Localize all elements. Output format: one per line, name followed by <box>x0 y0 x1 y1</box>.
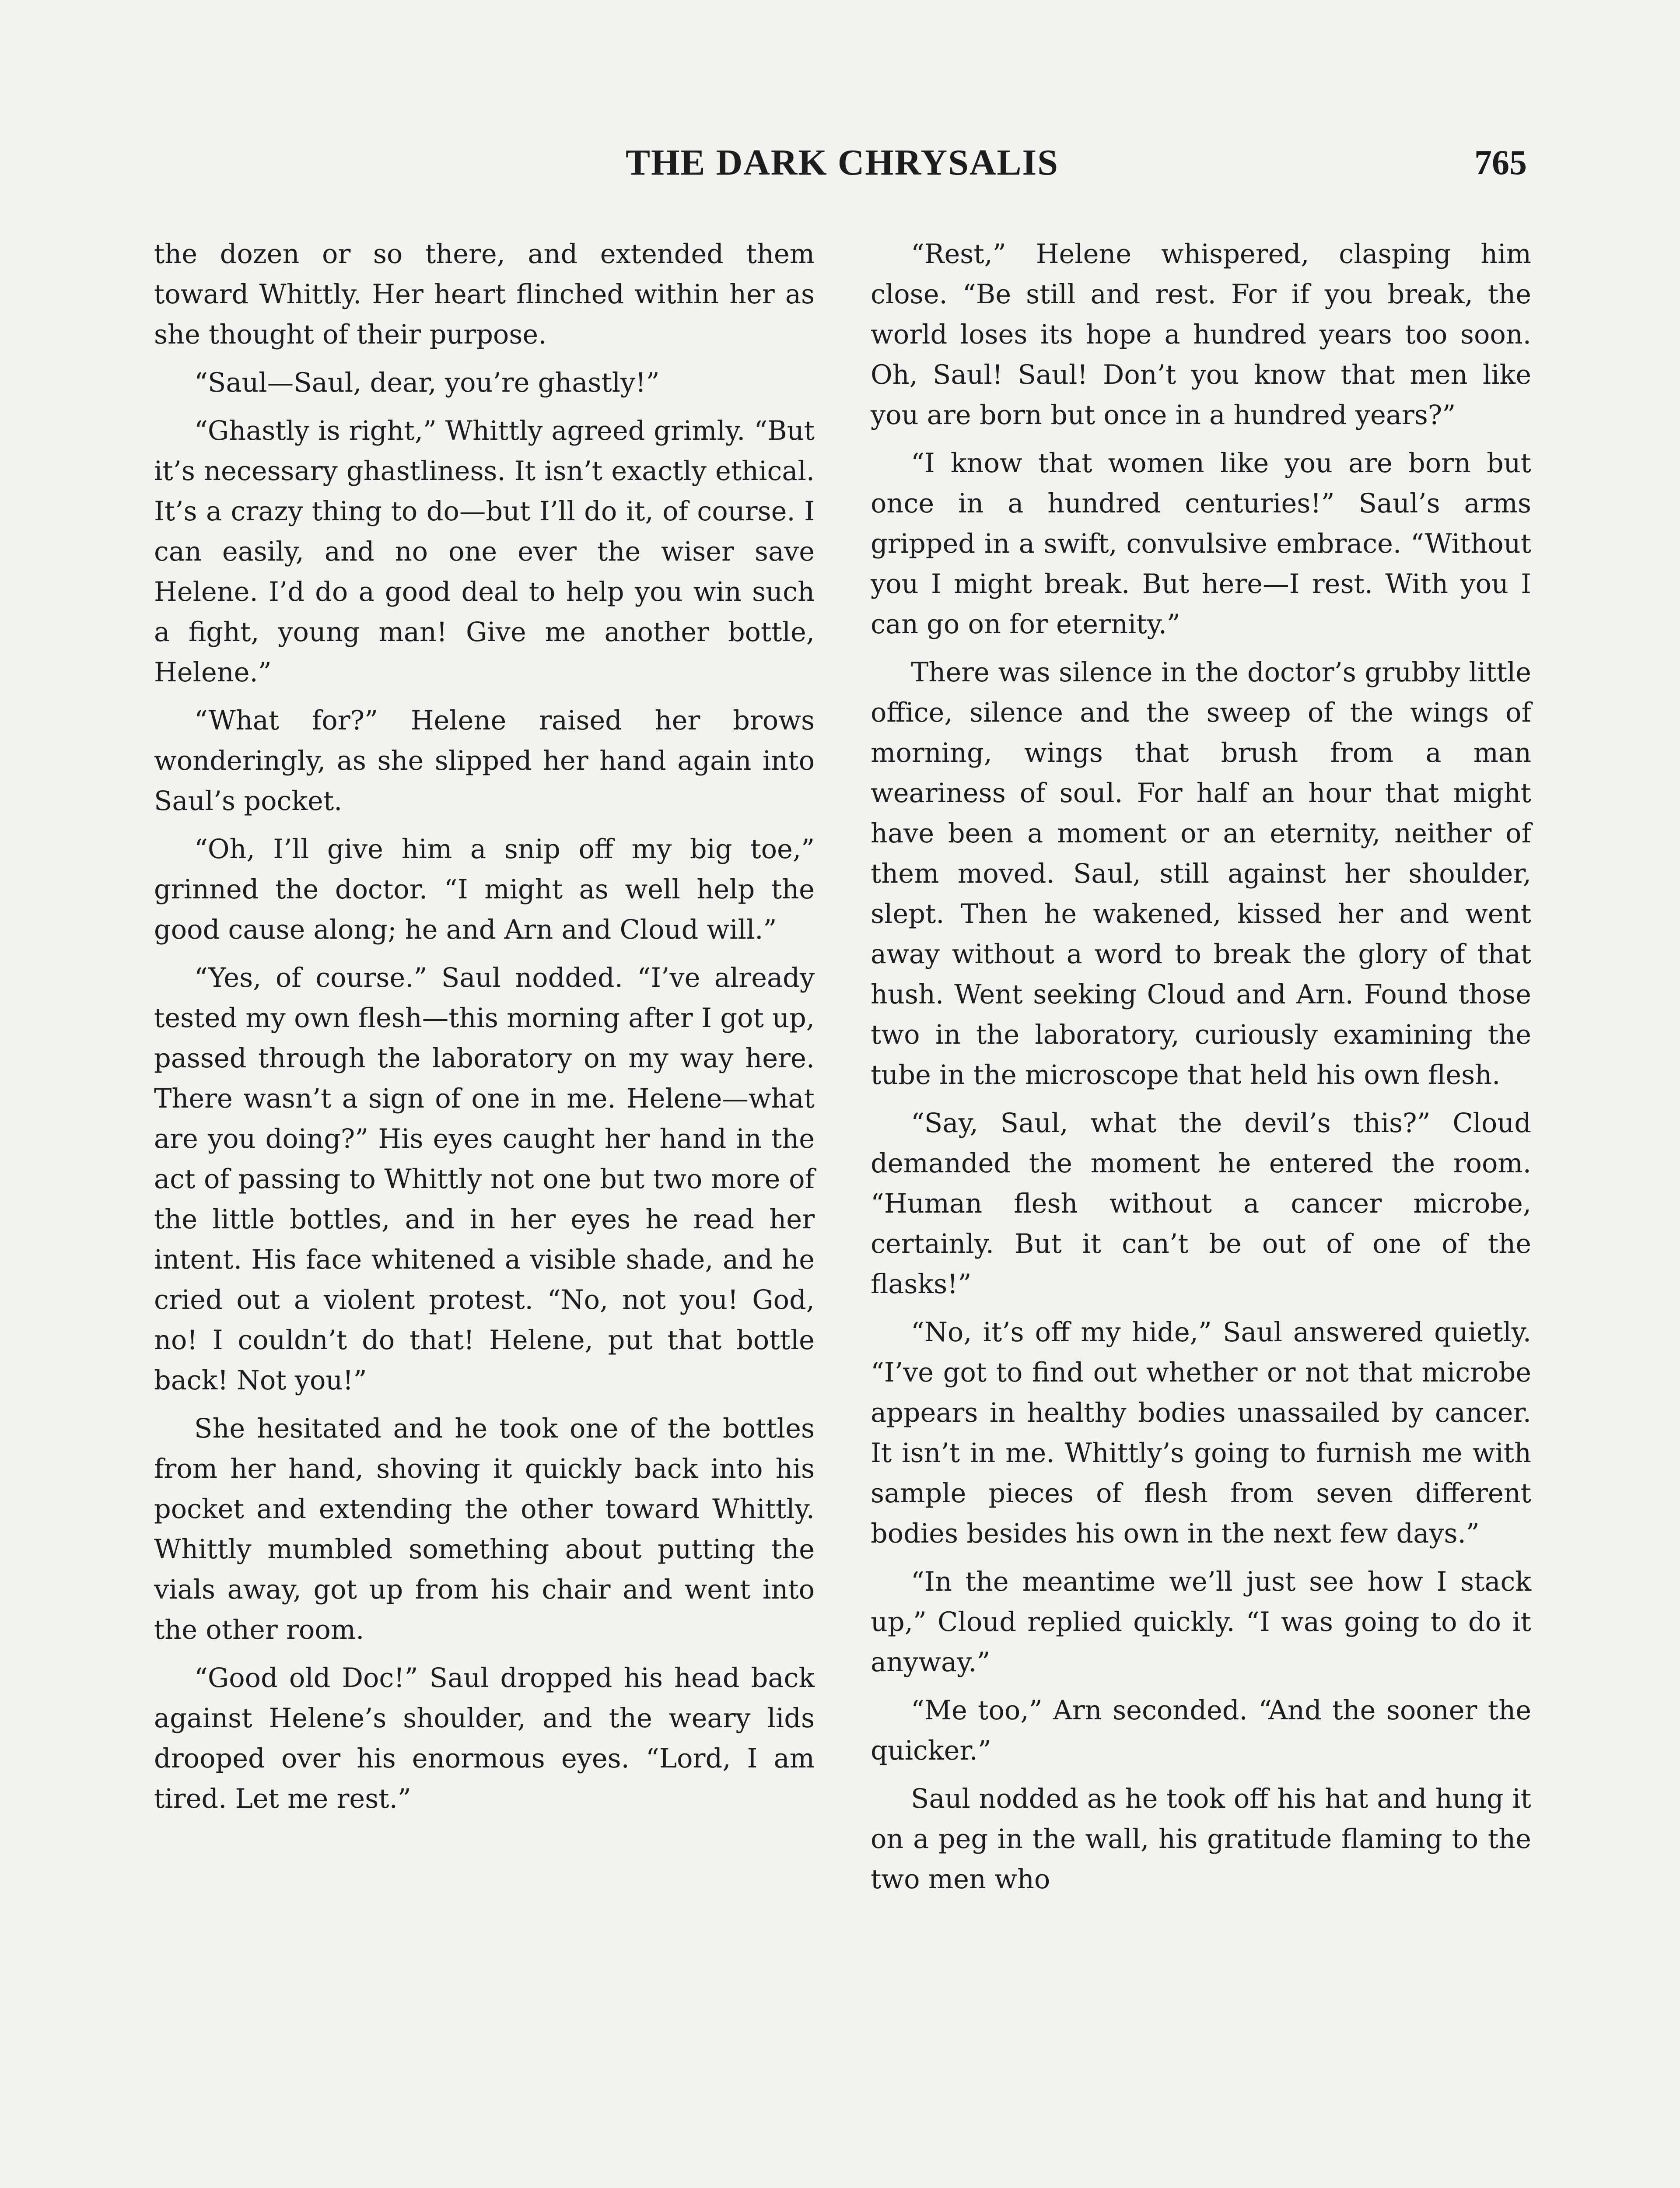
paragraph: She hesitated and he took one of the bottles from her hand, shoving it quickly back into his pocket and extending the other toward Whittly. Whittly mumbled something about putting the vials away, got up from his chair and went into the other room. <box>154 1413 815 1645</box>
paragraph: “No, it’s off my hide,” Saul answered quietly. “I’ve got to find out whether or not that microbe appears in healthy bodies unassailed by cancer. It isn’t in me. Whittly’s going to furnish me with sample pieces of flesh from seven different bodies besides his own in the next few days.” <box>871 1317 1531 1549</box>
paragraph: Saul nodded as he took off his hat and hung it on a peg in the wall, his gratitude flaming to the two men who <box>871 1784 1531 1895</box>
page-number: 765 <box>1474 144 1527 182</box>
paragraph: “Yes, of course.” Saul nodded. “I’ve already tested my own flesh—this morning after I got up, passed through the laboratory on my way here. There wasn’t a sign of one in me. Helene—what are you doing?” His eyes caught her hand in the act of passing to Whittly not one but two more of the little bottles, and in her eyes he read her intent. His face whitened a visible shade, and he cried out a violent protest. “No, not you! God, no! I couldn’t do that! Helene, put that bottle back! Not you!” <box>154 963 815 1396</box>
paragraph: “I know that women like you are born but once in a hundred centuries!” Saul’s arms gripped in a swift, convulsive embrace. “Without you I might break. But here—I rest. With you I can go on for eternity.” <box>871 448 1531 640</box>
paragraph: “Rest,” Helene whispered, clasping him close. “Be still and rest. For if you break, the world loses its hope a hundred years too soon. Oh, Saul! Saul! Don’t you know that men like you are born but once in a hundred years?” <box>871 239 1531 431</box>
paragraph: “In the meantime we’ll just see how I stack up,” Cloud replied quickly. “I was going to do it anyway.” <box>871 1567 1531 1678</box>
paragraph: “Good old Doc!” Saul dropped his head back against Helene’s shoulder, and the weary lids drooped over his enormous eyes. “Lord, I am tired. Let me rest.” <box>154 1663 815 1814</box>
right-column <box>871 234 1531 1907</box>
paragraph: the dozen or so there, and extended them toward Whittly. Her heart flinched within her as she thought of their purpose. <box>154 239 815 350</box>
paragraph: “Me too,” Arn seconded. “And the sooner the quicker.” <box>871 1695 1531 1766</box>
paragraph: “What for?” Helene raised her brows wonderingly, as she slipped her hand again into Saul’s pocket. <box>154 705 815 817</box>
left-column <box>154 234 815 1827</box>
paragraph: “Saul—Saul, dear, you’re ghastly!” <box>194 368 660 398</box>
running-title: THE DARK CHRYSALIS <box>626 142 1059 183</box>
paragraph: “Oh, I’ll give him a snip off my big toe,” grinned the doctor. “I might as well help the good cause along; he and Arn and Cloud will.” <box>154 834 815 945</box>
paragraph: “Ghastly is right,” Whittly agreed grimly. “But it’s necessary ghastliness. It isn’t exactly ethical. It’s a crazy thing to do—but I’ll do it, of course. I can easily, and no one ever the wiser save Helene. I’d do a good deal to help you win such a fight, young man! Give me another bottle, Helene.” <box>154 416 815 688</box>
paragraph: There was silence in the doctor’s grubby little office, silence and the sweep of the wings of morning, wings that brush from a man weariness of soul. For half an hour that might have been a moment or an eternity, neither of them moved. Saul, still against her shoulder, slept. Then he wakened, kissed her and went away without a word to break the glory of that hush. Went seeking Cloud and Arn. Found those two in the laboratory, curiously examining the tube in the microscope that held his own flesh. <box>871 657 1531 1090</box>
running-head <box>158 141 1527 185</box>
paragraph: “Say, Saul, what the devil’s this?” Cloud demanded the moment he entered the room. “Human flesh without a cancer microbe, certainly. But it can’t be out of one of the flasks!” <box>871 1108 1531 1300</box>
